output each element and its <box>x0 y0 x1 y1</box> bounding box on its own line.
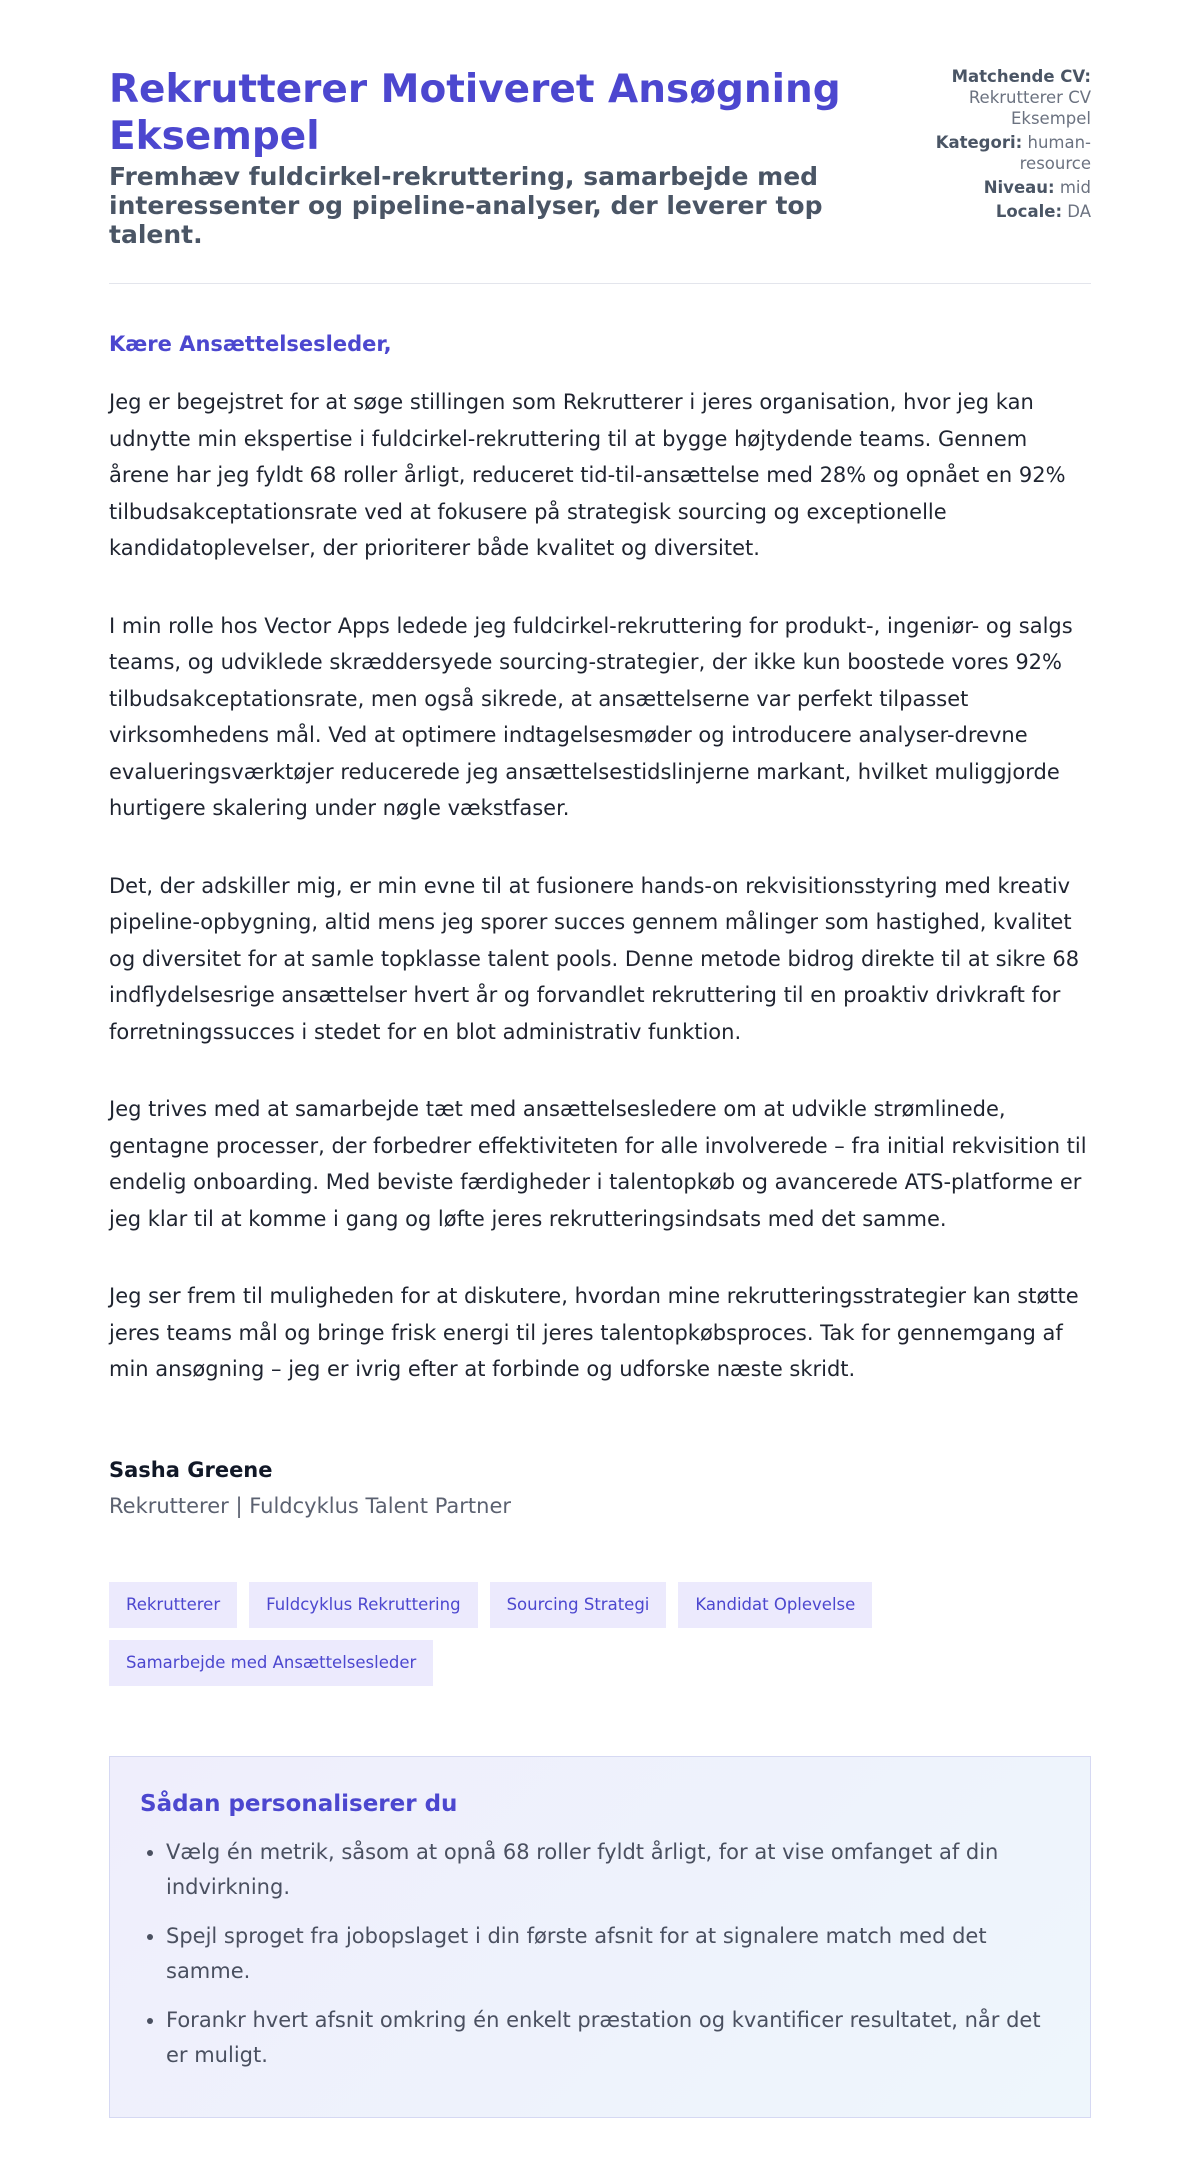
tip-item: • Vælg én metrik, såsom at opnå 68 roller fyldt årligt, for at vise omfanget af din indvirkning. <box>166 1835 1060 1905</box>
meta-locale <box>901 201 1091 222</box>
tag-chip: Samarbejde med Ansættelsesleder <box>109 1640 433 1686</box>
letter-paragraph-5: Jeg ser frem til muligheden for at diskutere, hvordan mine rekrutteringsstrategier kan støtte jeres teams mål og bringe frisk energi til jeres talentopkøbsproces. Tak for gennemgang af min ansøgning – jeg er ivrig efter at forbinde og udforske næste skridt. <box>109 1284 1079 1381</box>
meta-cv-value: Rekrutterer CV Eksempel <box>968 88 1091 128</box>
page-header <box>109 66 1091 284</box>
meta-category-label: Kategori: <box>935 133 1023 152</box>
personalization-tips-box <box>109 1756 1091 2118</box>
tip-item: • Spejl sproget fra jobopslaget i din første afsnit for at signalere match med det samme. <box>166 1919 1060 1989</box>
meta-locale-value: DA <box>1067 202 1091 221</box>
meta-matching-cv <box>901 66 1091 129</box>
tag-chip: Fuldcyklus Rekruttering <box>249 1582 477 1628</box>
tag-chip: Sourcing Strategi <box>490 1582 667 1628</box>
tag-list <box>109 1582 1009 1686</box>
meta-category-value: human-resource <box>1019 133 1091 173</box>
letter-paragraph-3: Det, der adskiller mig, er min evne til at fusionere hands-on rekvisitionsstyring med kreativ pipeline-opbygning, altid mens jeg sporer succes gennem målinger som hastighed, kvalitet og diversitet for at samle topklasse talent pools. Denne metode bidrog direkte til at sikre 68 indflydelsesrige ansættelser hvert år og forvandlet rekruttering til en proaktiv drivkraft for forretningssucces i stedet for en blot administrativ funktion. <box>109 873 1080 1044</box>
tag-chip: Kandidat Oplevelse <box>678 1582 872 1628</box>
meta-level <box>901 177 1091 198</box>
signature-name: Sasha Greene <box>109 1457 273 1482</box>
signature-title: Rekrutterer | Fuldcyklus Talent Partner <box>109 1493 512 1518</box>
meta-panel <box>901 66 1091 225</box>
tips-list <box>140 1835 1060 2073</box>
meta-cv-label: Matchende CV: <box>951 67 1091 86</box>
meta-category <box>901 132 1091 174</box>
meta-level-value: mid <box>1059 178 1091 197</box>
tag-chip: Rekrutterer <box>109 1582 237 1628</box>
meta-level-label: Niveau: <box>983 178 1055 197</box>
page-subtitle: Fremhæv fuldcirkel-rekruttering, samarbejde med interessenter og pipeline-analyser, der leverer top talent. <box>109 162 823 249</box>
letter-salutation: Kære Ansættelsesleder, <box>109 332 392 356</box>
letter-paragraph-4: Jeg trives med at samarbejde tæt med ansættelsesledere om at udvikle strømlinede, gentagne processer, der forbedrer effektiviteten for alle involverede – fra initial rekvisition til endelig onboarding. Med beviste færdigheder i talentopkøb og avancerede ATS-platforme er jeg klar til at komme i gang og løfte jeres rekrutteringsindsats med det samme. <box>109 1097 1087 1231</box>
page-title: Rekrutterer Motiveret Ansøgning Eksempel <box>109 67 841 159</box>
letter-paragraph-1: Jeg er begejstret for at søge stillingen som Rekrutterer i jeres organisation, hvor jeg kan udnytte min ekspertise i fuldcirkel-rekruttering til at bygge højtydende teams. Gennem årene har jeg fyldt 68 roller årligt, reduceret tid-til-ansættelse med 28% og opnået en 92% tilbudsakceptationsrate ved at fokusere på strategisk sourcing og exceptionelle kandidatoplevelser, der prioriterer både kvalitet og diversitet. <box>109 390 1066 560</box>
tips-title: Sådan personaliserer du <box>140 1790 458 1817</box>
header-titles <box>109 66 869 249</box>
tip-item: • Forankr hvert afsnit omkring én enkelt præstation og kvantificer resultatet, når det er muligt. <box>166 2003 1060 2073</box>
letter-paragraph-2: I min rolle hos Vector Apps ledede jeg fuldcirkel-rekruttering for produkt-, ingeniør- og salgs teams, og udviklede skræddersyede sourcing-strategier, der ikke kun boostede vores 92% tilbudsakceptationsrate, men også sikrede, at ansættelserne var perfekt tilpasset virksomhedens mål. Ved at optimere indtagelsesmøder og introducere analyser-drevne evalueringsværktøjer reducerede jeg ansættelsestidslinjerne markant, hvilket muliggjorde hurtigere skalering under nøgle vækstfaser. <box>109 613 1073 820</box>
meta-locale-label: Locale: <box>995 202 1063 221</box>
